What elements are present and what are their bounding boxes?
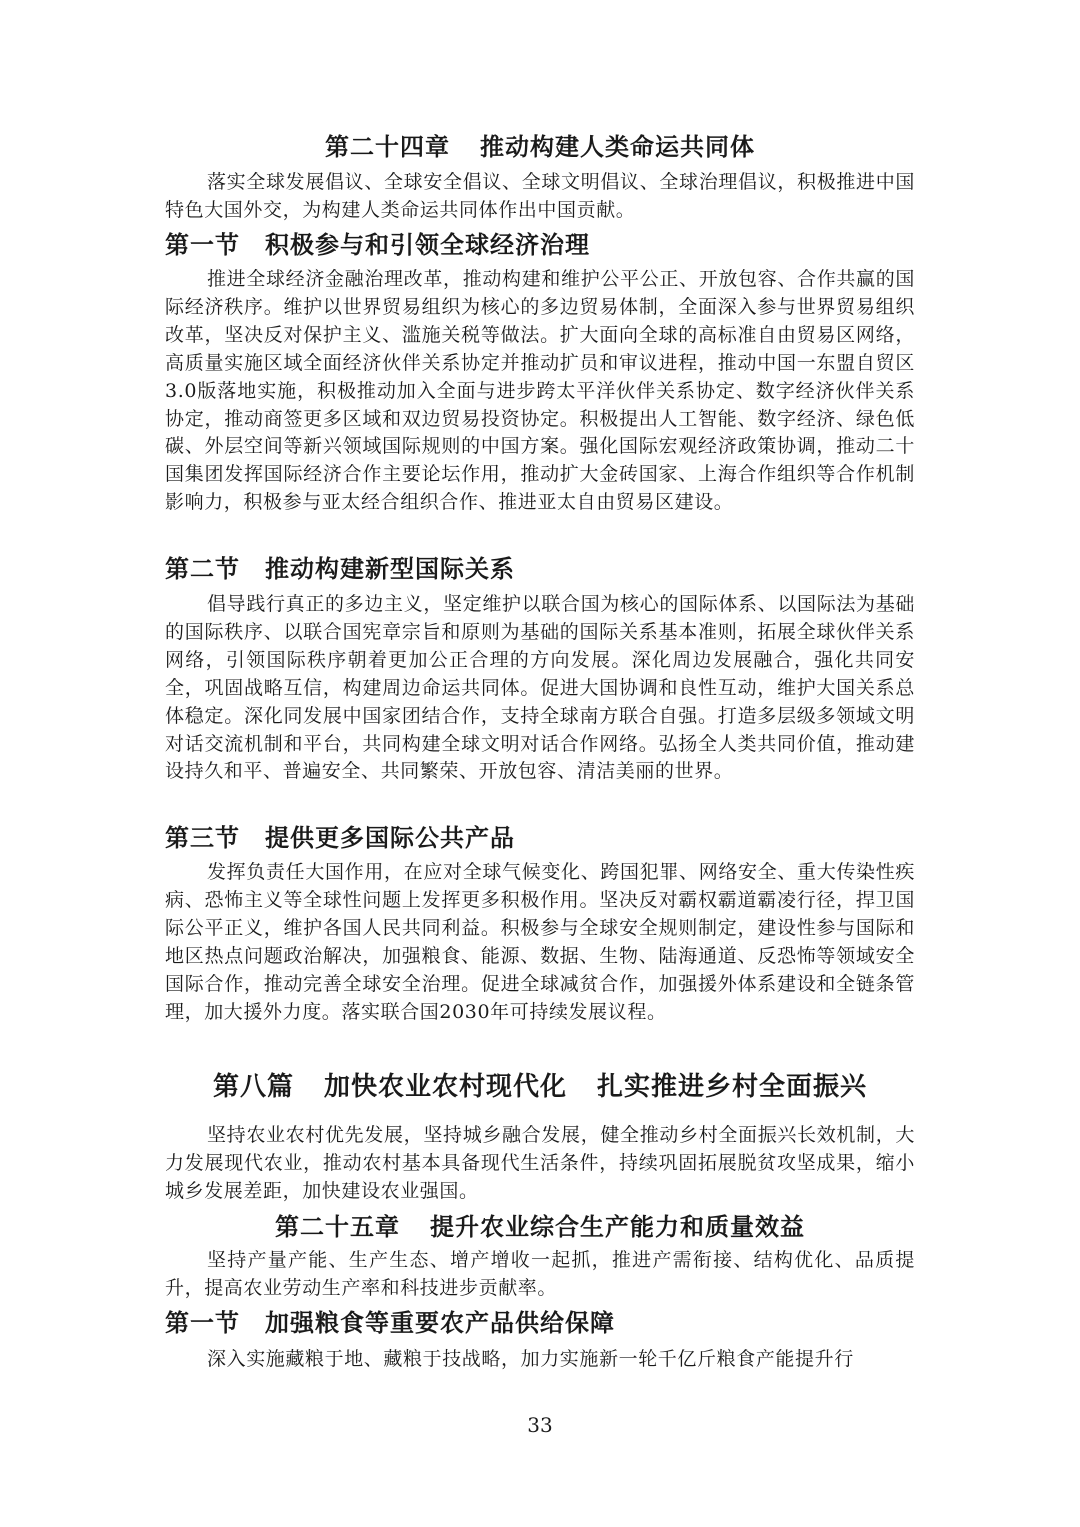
- section-title: 推动构建新型国际关系: [265, 555, 515, 583]
- section-number: 第三节: [165, 824, 240, 852]
- part-heading: [165, 1069, 915, 1105]
- part-title-b: 扎实推进乡村全面振兴: [597, 1072, 868, 1102]
- section-body: 推进全球经济金融治理改革，推动构建和维护公平公正、开放包容、合作共赢的国际经济秩序。维护以世界贸易组织为核心的多边贸易体制，全面深入参与世界贸易组织改革，坚决反对保护主义、滥施关税等做法。扩大面向全球的高标准自由贸易区网络，高质量实施区域全面经济伙伴关系协定并推动扩员和审议进程，推动中国一东盟自贸区3.0版落地实施，积极推动加入全面与进步跨太平洋伙伴关系协定、数字经济伙伴关系协定，推动商签更多区域和双边贸易投资协定。积极提出人工智能、数字经济、绿色低碳、外层空间等新兴领域国际规则的中国方案。强化国际宏观经济政策协调，推动二十国集团发挥国际经济合作主要论坛作用，推动扩大金砖国家、上海合作组织等合作机制影响力，积极参与亚太经合组织合作、推进亚太自由贸易区建设。: [165, 268, 915, 514]
- section-body: 倡导践行真正的多边主义，坚定维护以联合国为核心的国际体系、以国际法为基础的国际秩序、以联合国宪章宗旨和原则为基础的国际关系基本准则，拓展全球伙伴关系网络，引领国际秩序朝着更加公正合理的方向发展。深化周边发展融合，强化共同安全，巩固战略互信，构建周边命运共同体。促进大国协调和良性互动，维护大国关系总体稳定。深化同发展中国家团结合作，支持全球南方联合自强。打造多层级多领域文明对话交流机制和平台，共同构建全球文明对话合作网络。弘扬全人类共同价值，推动建设持久和平、普遍安全、共同繁荣、开放包容、清洁美丽的世界。: [165, 593, 915, 783]
- chapter-heading: [165, 131, 915, 163]
- chapter-title: 推动构建人类命运共同体: [480, 133, 755, 161]
- chapter-heading: [165, 1211, 915, 1243]
- chapter-title: 提升农业综合生产能力和质量效益: [430, 1213, 805, 1241]
- chapter-number: 第二十四章: [325, 133, 450, 161]
- chapter-intro: 落实全球发展倡议、全球安全倡议、全球文明倡议、全球治理倡议，积极推进中国特色大国外交，为构建人类命运共同体作出中国贡献。: [165, 171, 915, 221]
- section-body: 深入实施藏粮于地、藏粮于技战略，加力实施新一轮千亿斤粮食产能提升行: [207, 1348, 854, 1370]
- section-number: 第二节: [165, 555, 240, 583]
- section-heading: [165, 1306, 915, 1340]
- part-intro: 坚持农业农村优先发展，坚持城乡融合发展，健全推动乡村全面振兴长效机制，大力发展现代农业，推动农村基本具备现代生活条件，持续巩固拓展脱贫攻坚成果，缩小城乡发展差距，加快建设农业强国。: [165, 1124, 915, 1202]
- part-title-a: 加快农业农村现代化: [323, 1072, 567, 1102]
- section-number: 第一节: [165, 1309, 240, 1337]
- section-title: 提供更多国际公共产品: [265, 824, 515, 852]
- section-number: 第一节: [165, 231, 240, 259]
- section-title: 积极参与和引领全球经济治理: [265, 231, 590, 259]
- section-heading: [165, 552, 915, 586]
- section-heading: [165, 821, 915, 855]
- chapter-number: 第二十五章: [275, 1213, 400, 1241]
- part-number: 第八篇: [212, 1072, 294, 1102]
- section-heading: [165, 228, 915, 262]
- section-body: 发挥负责任大国作用，在应对全球气候变化、跨国犯罪、网络安全、重大传染性疾病、恐怖主义等全球性问题上发挥更多积极作用。坚决反对霸权霸道霸凌行径，捍卫国际公平正义，维护各国人民共同利益。积极参与全球安全规则制定，建设性参与国际和地区热点问题政治解决，加强粮食、能源、数据、生物、陆海通道、反恐怖等领域安全国际合作，推动完善全球安全治理。促进全球减贫合作，加强援外体系建设和全链条管理，加大援外力度。落实联合国2030年可持续发展议程。: [165, 861, 915, 1023]
- section-title: 加强粮食等重要农产品供给保障: [265, 1309, 615, 1337]
- chapter-intro: 坚持产量产能、生产生态、增产增收一起抓，推进产需衔接、结构优化、品质提升，提高农业劳动生产率和科技进步贡献率。: [165, 1249, 915, 1299]
- page-number: 33: [527, 1413, 553, 1437]
